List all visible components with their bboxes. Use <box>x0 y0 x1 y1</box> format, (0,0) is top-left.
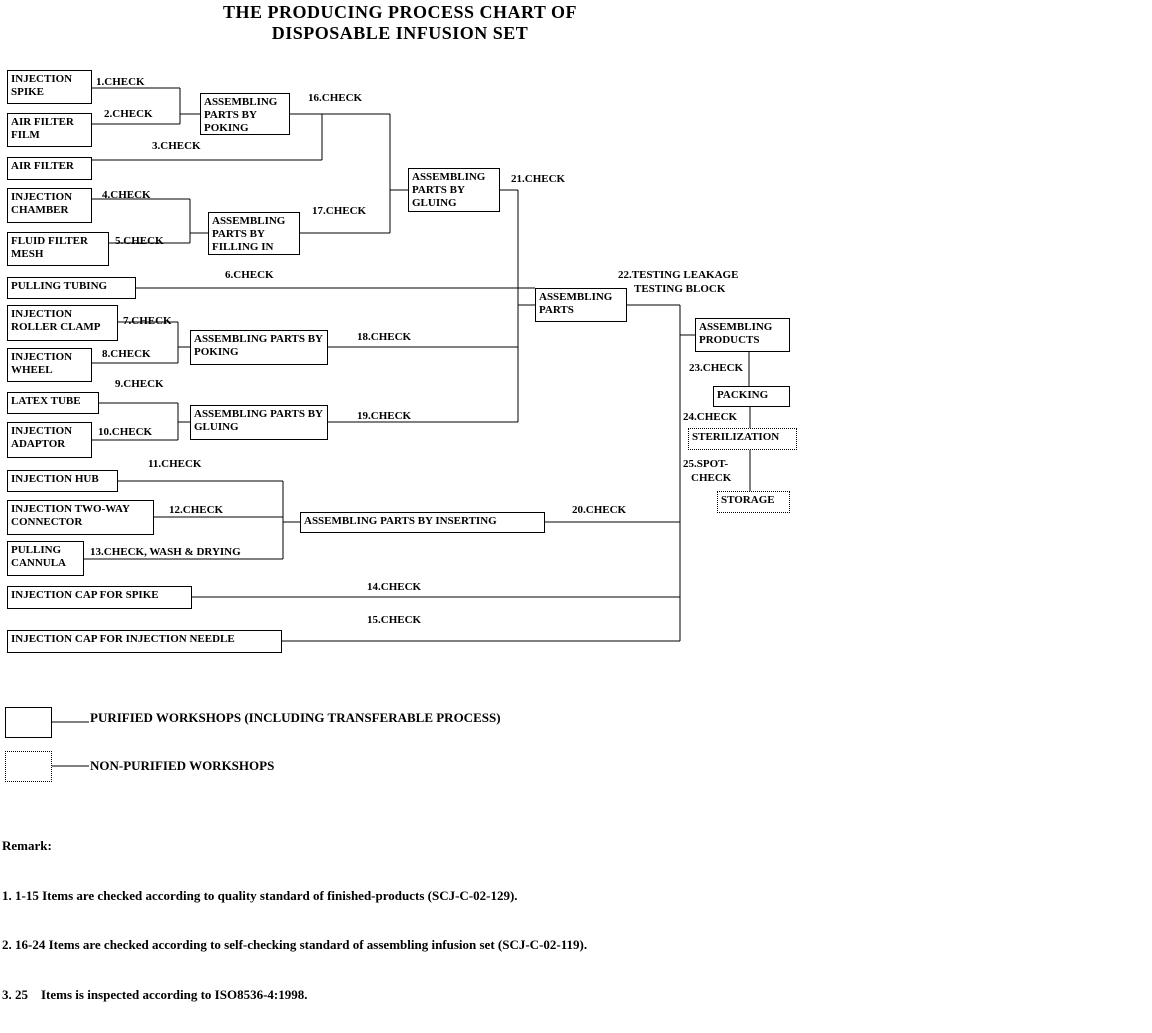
legend-purified-label: PURIFIED WORKSHOPS (INCLUDING TRANSFERABLE PROCESS) <box>90 710 501 725</box>
node-injection-cap-for-injection-needle: INJECTION CAP FOR INJECTION NEEDLE <box>7 630 282 653</box>
node-latex-tube: LATEX TUBE <box>7 392 99 414</box>
node-pulling-cannula: PULLING CANNULA <box>7 541 84 576</box>
check-1-label: 1.CHECK <box>96 76 145 88</box>
remarks-heading: Remark: <box>2 838 52 853</box>
check-10-label: 10.CHECK <box>98 426 153 438</box>
node-injection-roller-clamp: INJECTION ROLLER CLAMP <box>7 305 118 341</box>
check-19-label: 19.CHECK <box>357 410 412 422</box>
edges-gluing-poking2-gluing2-to-assembling-parts <box>328 190 535 422</box>
edges-legend-dashes <box>52 722 89 766</box>
remark-line-3: 3. 25 Items is inspected according to ISO8536-4:1998. <box>2 986 308 1002</box>
check-12-label: 12.CHECK <box>169 504 224 516</box>
node-injection-adaptor: INJECTION ADAPTOR <box>7 422 92 458</box>
check-25-line1: 25.SPOT- <box>683 458 729 470</box>
node-assembling-parts-by-poking-2: ASSEMBLING PARTS BY POKING <box>190 330 328 365</box>
node-assembling-products: ASSEMBLING PRODUCTS <box>695 318 790 352</box>
check-15-label: 15.CHECK <box>367 614 422 626</box>
check-23-label: 23.CHECK <box>689 362 744 374</box>
node-assembling-parts: ASSEMBLING PARTS <box>535 288 627 322</box>
remarks <box>2 805 587 1033</box>
node-injection-hub: INJECTION HUB <box>7 470 118 492</box>
chart-title-line1: THE PRODUCING PROCESS CHART OF <box>222 2 578 22</box>
node-pulling-tubing: PULLING TUBING <box>7 277 136 299</box>
check-17-label: 17.CHECK <box>312 205 367 217</box>
check-13-label: 13.CHECK, WASH & DRYING <box>90 546 241 558</box>
check-22-label <box>618 268 738 296</box>
check-24-label: 24.CHECK <box>683 411 738 423</box>
check-25-label <box>683 457 731 485</box>
check-3-label: 3.CHECK <box>152 140 201 152</box>
check-9-label: 9.CHECK <box>115 378 164 390</box>
check-25-line2: CHECK <box>691 472 732 484</box>
check-11-label: 11.CHECK <box>148 458 202 470</box>
node-assembling-parts-by-filling-in: ASSEMBLING PARTS BY FILLING IN <box>208 212 300 255</box>
node-assembling-parts-by-poking-1: ASSEMBLING PARTS BY POKING <box>200 93 290 135</box>
check-18-label: 18.CHECK <box>357 331 412 343</box>
node-air-filter: AIR FILTER <box>7 157 92 180</box>
legend-non-purified-swatch <box>5 751 52 782</box>
chart-title-line2: DISPOSABLE INFUSION SET <box>271 23 529 43</box>
node-packing: PACKING <box>713 386 790 407</box>
node-injection-wheel: INJECTION WHEEL <box>7 348 92 382</box>
check-14-label: 14.CHECK <box>367 581 422 593</box>
check-2-label: 2.CHECK <box>104 108 153 120</box>
remark-line-2: 2. 16-24 Items are checked according to self-checking standard of assembling infusion set (SCJ-C-02-119). <box>2 937 588 952</box>
edges-products-packing-sterilization-storage <box>749 352 750 491</box>
legend-non-purified-label: NON-PURIFIED WORKSHOPS <box>90 758 275 773</box>
node-injection-cap-for-spike: INJECTION CAP FOR SPIKE <box>7 586 192 609</box>
remark-line-1: 1. 1-15 Items are checked according to quality standard of finished-products (SCJ-C-02-129). <box>2 887 518 903</box>
check-22-line1: 22.TESTING LEAKAGE <box>618 269 739 281</box>
node-injection-chamber: INJECTION CHAMBER <box>7 188 92 223</box>
node-storage: STORAGE <box>717 491 790 513</box>
node-injection-spike: INJECTION SPIKE <box>7 70 92 104</box>
node-air-filter-film: AIR FILTER FILM <box>7 113 92 147</box>
check-7-label: 7.CHECK <box>123 315 172 327</box>
node-sterilization: STERILIZATION <box>688 428 797 450</box>
check-20-label: 20.CHECK <box>572 504 627 516</box>
node-assembling-parts-by-gluing-1: ASSEMBLING PARTS BY GLUING <box>408 168 500 212</box>
node-fluid-filter-mesh: FLUID FILTER MESH <box>7 232 109 266</box>
check-4-label: 4.CHECK <box>102 189 151 201</box>
check-21-label: 21.CHECK <box>511 173 566 185</box>
node-assembling-parts-by-gluing-2: ASSEMBLING PARTS BY GLUING <box>190 405 328 440</box>
node-assembling-parts-by-inserting: ASSEMBLING PARTS BY INSERTING <box>300 512 545 533</box>
chart-title <box>120 2 680 44</box>
check-8-label: 8.CHECK <box>102 348 151 360</box>
legend-purified-swatch <box>5 707 52 738</box>
node-injection-two-way-connector: INJECTION TWO-WAY CONNECTOR <box>7 500 154 535</box>
check-22-line2: TESTING BLOCK <box>634 283 726 295</box>
check-5-label: 5.CHECK <box>115 235 164 247</box>
check-16-label: 16.CHECK <box>308 92 363 104</box>
check-6-label: 6.CHECK <box>225 269 274 281</box>
